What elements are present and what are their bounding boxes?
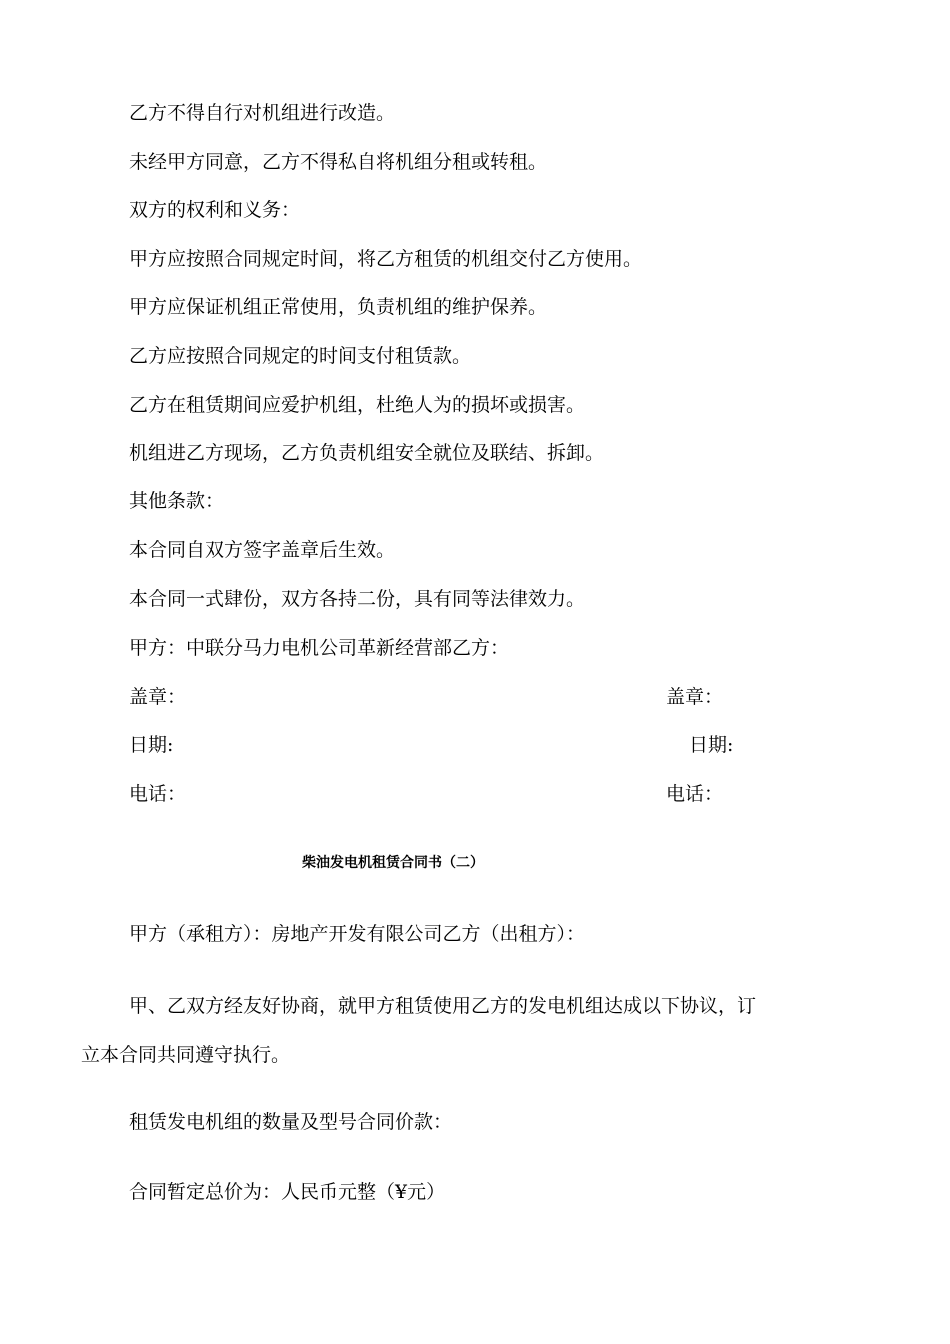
contract2-intro-line2: 立本合同共同遵守执行。 bbox=[81, 1044, 291, 1066]
contract-title: 柴油发电机租赁合同书（二） bbox=[302, 855, 484, 871]
contract2-intro-line1: 甲、乙双方经友好协商，就甲方租赁使用乙方的发电机组达成以下协议，订 bbox=[129, 995, 757, 1017]
clause-care: 乙方在租赁期间应爱护机组，杜绝人为的损坏或损害。 bbox=[129, 394, 586, 416]
section-heading-other-terms: 其他条款： bbox=[129, 490, 225, 512]
parties-line: 甲方：中联分马力电机公司革新经营部乙方： bbox=[129, 637, 510, 659]
section-heading-rights-obligations: 双方的权利和义务： bbox=[129, 199, 301, 221]
party-b-date-label: 日期: bbox=[689, 734, 734, 756]
clause-maintenance: 甲方应保证机组正常使用，负责机组的维护保养。 bbox=[129, 296, 548, 318]
clause-copies: 本合同一式肆份，双方各持二份，具有同等法律效力。 bbox=[129, 588, 586, 610]
contract2-total-price: 合同暂定总价为：人民币元整（¥元） bbox=[129, 1181, 446, 1203]
clause-installation: 机组进乙方现场，乙方负责机组安全就位及联结、拆卸。 bbox=[129, 442, 605, 464]
clause-delivery: 甲方应按照合同规定时间，将乙方租赁的机组交付乙方使用。 bbox=[129, 248, 643, 270]
contract2-item-quantity-model: 租赁发电机组的数量及型号合同价款： bbox=[129, 1111, 453, 1133]
party-a-date-label: 日期: bbox=[129, 734, 174, 756]
clause-effective: 本合同自双方签字盖章后生效。 bbox=[129, 539, 396, 561]
party-b-seal-label: 盖章： bbox=[666, 686, 724, 708]
party-a-seal-label: 盖章： bbox=[129, 686, 187, 708]
contract2-parties: 甲方（承租方）：房地产开发有限公司乙方（出租方）： bbox=[129, 923, 586, 945]
clause-payment: 乙方应按照合同规定的时间支付租赁款。 bbox=[129, 345, 472, 367]
party-b-phone-label: 电话： bbox=[666, 783, 724, 805]
clause-no-sublease: 未经甲方同意，乙方不得私自将机组分租或转租。 bbox=[129, 151, 548, 173]
party-a-phone-label: 电话： bbox=[129, 783, 187, 805]
clause-no-modification: 乙方不得自行对机组进行改造。 bbox=[129, 102, 396, 124]
